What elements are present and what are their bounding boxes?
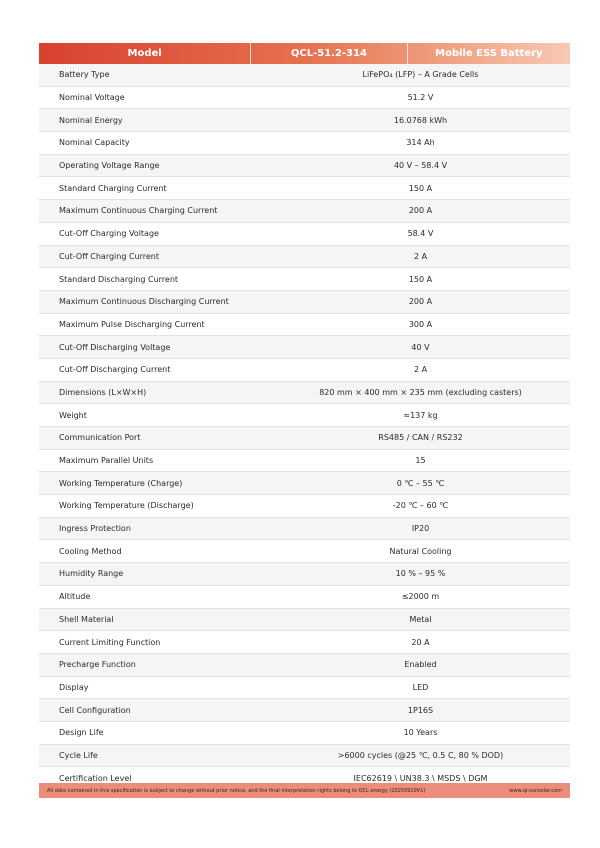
spec-row: [39, 154, 570, 177]
spec-label: Ingress Protection: [39, 517, 271, 540]
spec-label: Working Temperature (Discharge): [39, 495, 271, 518]
spec-value: 10 % – 95 %: [271, 563, 570, 586]
spec-row: [39, 64, 570, 86]
spec-row: [39, 653, 570, 676]
spec-value: Natural Cooling: [271, 540, 570, 563]
spec-label: Dimensions (L×W×H): [39, 381, 271, 404]
spec-row: [39, 404, 570, 427]
spec-table-header: [39, 43, 570, 64]
spec-value: 300 A: [271, 313, 570, 336]
spec-row: [39, 449, 570, 472]
spec-row: [39, 200, 570, 223]
spec-value: 1P16S: [271, 699, 570, 722]
spec-row: [39, 290, 570, 313]
spec-value: 314 Ah: [271, 132, 570, 155]
spec-value: ≤2000 m: [271, 585, 570, 608]
spec-label: Cut-Off Discharging Voltage: [39, 336, 271, 359]
footer-website: www.qi-sunsolar.com: [509, 787, 562, 794]
spec-label: Humidity Range: [39, 563, 271, 586]
spec-label: Altitude: [39, 585, 271, 608]
spec-value: Metal: [271, 608, 570, 631]
spec-value: 2 A: [271, 358, 570, 381]
spec-label: Display: [39, 676, 271, 699]
spec-label: Maximum Pulse Discharging Current: [39, 313, 271, 336]
spec-value: IEC62619 \ UN38.3 \ MSDS \ DGM: [271, 767, 570, 790]
spec-row: [39, 540, 570, 563]
spec-value: 150 A: [271, 177, 570, 200]
footer-bar: [39, 783, 570, 798]
spec-value: LiFePO₄ (LFP) – A Grade Cells: [271, 64, 570, 86]
spec-value: >6000 cycles (@25 ℃, 0.5 C, 80 % DOD): [271, 744, 570, 767]
spec-value: 20 A: [271, 631, 570, 654]
spec-value: 0 ℃ – 55 ℃: [271, 472, 570, 495]
spec-row: [39, 336, 570, 359]
spec-value: 200 A: [271, 200, 570, 223]
spec-row: [39, 313, 570, 336]
spec-label: Operating Voltage Range: [39, 154, 271, 177]
spec-value: 10 Years: [271, 721, 570, 744]
spec-value: 58.4 V: [271, 222, 570, 245]
spec-label: Maximum Continuous Charging Current: [39, 200, 271, 223]
spec-row: [39, 721, 570, 744]
spec-label: Design Life: [39, 721, 271, 744]
spec-row: [39, 381, 570, 404]
spec-value: 40 V – 58.4 V: [271, 154, 570, 177]
spec-label: Communication Port: [39, 427, 271, 450]
spec-label: Nominal Capacity: [39, 132, 271, 155]
spec-label: Working Temperature (Charge): [39, 472, 271, 495]
spec-value: RS485 / CAN / RS232: [271, 427, 570, 450]
spec-label: Current Limiting Function: [39, 631, 271, 654]
spec-row: [39, 744, 570, 767]
spec-row: [39, 585, 570, 608]
spec-value: -20 ℃ – 60 ℃: [271, 495, 570, 518]
spec-row: [39, 132, 570, 155]
spec-value: IP20: [271, 517, 570, 540]
spec-row: [39, 86, 570, 109]
spec-row: [39, 268, 570, 291]
spec-label: Standard Discharging Current: [39, 268, 271, 291]
spec-table-body: [39, 64, 570, 790]
spec-row: [39, 177, 570, 200]
spec-value: 15: [271, 449, 570, 472]
spec-value: ≈137 kg: [271, 404, 570, 427]
spec-row: [39, 222, 570, 245]
spec-label: Certification Level: [39, 767, 271, 790]
spec-label: Standard Charging Current: [39, 177, 271, 200]
spec-row: [39, 358, 570, 381]
spec-row: [39, 427, 570, 450]
spec-label: Cut-Off Charging Current: [39, 245, 271, 268]
spec-row: [39, 109, 570, 132]
header-model-label: Model: [127, 48, 162, 59]
spec-table: [39, 64, 570, 790]
spec-label: Nominal Voltage: [39, 86, 271, 109]
spec-label: Battery Type: [39, 64, 271, 86]
spec-label: Cut-Off Charging Voltage: [39, 222, 271, 245]
spec-label: Maximum Continuous Discharging Current: [39, 290, 271, 313]
spec-label: Cooling Method: [39, 540, 271, 563]
spec-label: Cycle Life: [39, 744, 271, 767]
spec-row: [39, 631, 570, 654]
spec-value: 51.2 V: [271, 86, 570, 109]
spec-label: Precharge Function: [39, 653, 271, 676]
footer-disclaimer: All data contained in this specification is subject to change without prior notice, and the final interpretation rights belong to QCL energy (20250929V1): [47, 787, 426, 794]
spec-row: [39, 495, 570, 518]
spec-value: LED: [271, 676, 570, 699]
spec-row: [39, 472, 570, 495]
header-model-code: QCL-51.2-314: [250, 43, 406, 64]
spec-row: [39, 245, 570, 268]
spec-label: Cell Configuration: [39, 699, 271, 722]
spec-value: Enabled: [271, 653, 570, 676]
spec-label: Maximum Parallel Units: [39, 449, 271, 472]
spec-value: 820 mm × 400 mm × 235 mm (excluding casters): [271, 381, 570, 404]
header-product-type: Mobile ESS Battery: [407, 43, 570, 64]
spec-label: Cut-Off Discharging Current: [39, 358, 271, 381]
spec-row: [39, 699, 570, 722]
spec-row: [39, 563, 570, 586]
spec-value: 200 A: [271, 290, 570, 313]
spec-value: 16.0768 kWh: [271, 109, 570, 132]
spec-label: Nominal Energy: [39, 109, 271, 132]
spec-value: 150 A: [271, 268, 570, 291]
spec-value: 40 V: [271, 336, 570, 359]
spec-row: [39, 517, 570, 540]
spec-row: [39, 676, 570, 699]
spec-label: Shell Material: [39, 608, 271, 631]
spec-value: 2 A: [271, 245, 570, 268]
spec-label: Weight: [39, 404, 271, 427]
spec-row: [39, 608, 570, 631]
